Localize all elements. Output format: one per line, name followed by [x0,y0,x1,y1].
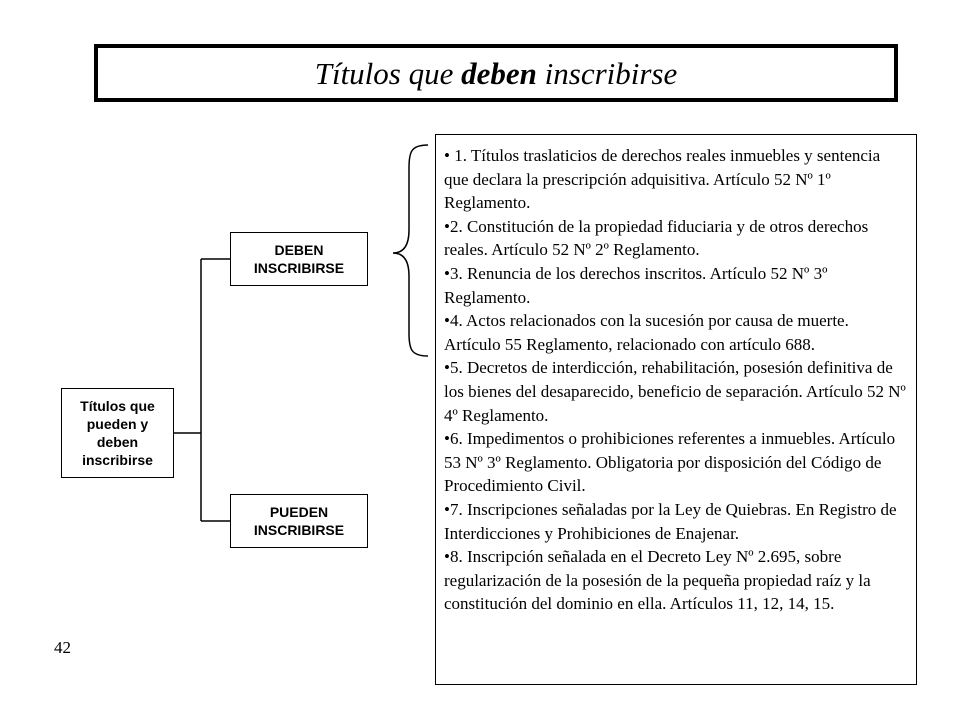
root-node-line: deben [96,434,139,450]
page-number: 42 [54,638,71,657]
list-item: •6. Impedimentos o prohibiciones referentes a inmuebles. Artículo 53 Nº 3º Reglamento. Obligatoria por disposición del Código de Procedimiento Civil. [444,429,896,496]
pueden-inscribirse-node [230,494,368,548]
deben-node-line: INSCRIBIRSE [253,260,345,276]
root-node [61,388,174,478]
deben-inscribirse-node [230,232,368,286]
root-node-line: Títulos que [80,398,155,414]
title-text-emphasis: deben [461,55,537,91]
title-text-start: Títulos que [314,55,462,91]
curly-brace [393,145,428,356]
list-item: •4. Actos relacionados con la sucesión por causa de muerte. Artículo 55 Reglamento, relacionado con artículo 688. [444,311,849,354]
list-item: •3. Renuncia de los derechos inscritos. Artículo 52 Nº 3º Reglamento. [444,263,828,307]
list-item: • 1. Títulos traslaticios de derechos reales inmuebles y sentencia que declara la prescripción adquisitiva. Artículo 52 Nº 1º Reglamento. [444,146,881,213]
deben-node-line: DEBEN [274,242,324,258]
list-item: •8. Inscripción señalada en el Decreto Ley Nº 2.695, sobre regularización de la posesión de la pequeña propiedad raíz y la constitución del dominio en ella. Artículos 11, 12, 14, 15. [444,547,871,614]
list-item: •7. Inscripciones señaladas por la Ley de Quiebras. En Registro de Interdicciones y Prohibiciones de Enajenar. [444,499,897,543]
pueden-node-line: PUEDEN [269,504,329,520]
list-item: •2. Constitución de la propiedad fiduciaria y de otros derechos reales. Artículo 52 Nº 2º Reglamento. [444,216,869,260]
root-node-line: pueden y [86,416,149,432]
list-item: •5. Decretos de interdicción, rehabilitación, posesión definitiva de los bienes del desaparecido, beneficio de separación. Artículo 52 Nº 4º Reglamento. [444,358,906,425]
pueden-node-line: INSCRIBIRSE [253,522,345,538]
root-node-line: inscribirse [82,452,153,468]
title-text-end: inscribirse [536,55,678,91]
titles-list-box [435,134,917,685]
